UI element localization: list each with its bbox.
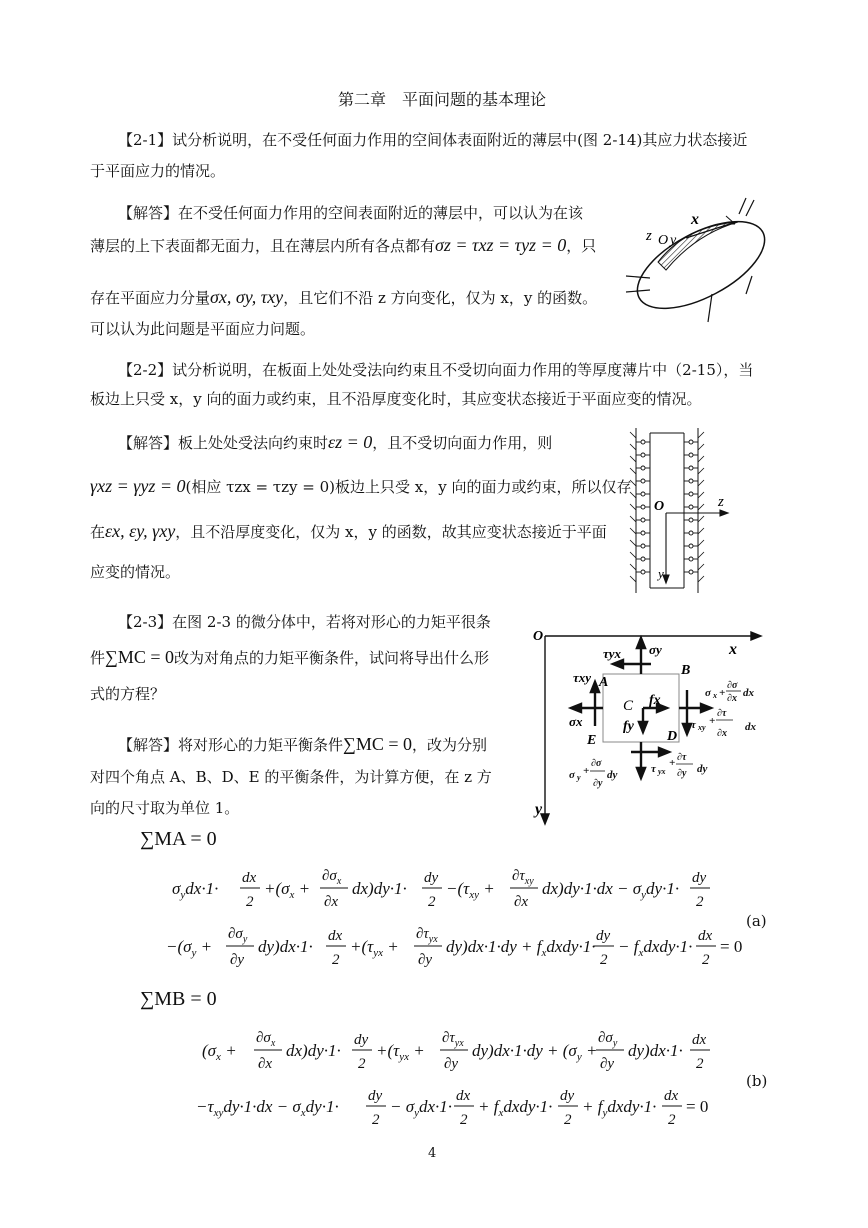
answer-2-3-end1: ，改为分别 <box>412 736 488 754</box>
fig1-label-o: O <box>658 233 669 248</box>
question-2-1-line2: 于平面应力的情况。 <box>90 162 226 180</box>
svg-text:2: 2 <box>332 952 340 968</box>
answer-2-3-line3: 向的尺寸取为单位 1。 <box>90 799 240 817</box>
svg-text:∂τxy: $\partial\tau_{xy}$ <box>512 868 534 887</box>
fig1-label-x: x <box>691 211 699 228</box>
svg-text:dx: dx <box>745 721 756 733</box>
fig3-sigma-y: σy <box>649 642 662 657</box>
svg-text:+ fxdxdy·1·: + $f_xdxdy\cdot 1\cdot$ <box>478 1097 553 1119</box>
fig3-label-y: y <box>535 801 543 818</box>
answer-2-2-line4: 应变的情况。 <box>90 563 181 581</box>
plane-stress-components: σx, σy, τxy <box>210 287 284 307</box>
svg-text:+: + <box>669 757 676 769</box>
svg-text:σ: σ <box>705 687 711 699</box>
svg-text:dx)dy·1·: dx)dy·1· <box>352 879 407 898</box>
svg-text:2: 2 <box>460 1112 468 1128</box>
svg-text:+(σx +: $+(\sigma_x$ + <box>264 879 311 901</box>
svg-text:dy: dy <box>560 1088 575 1104</box>
svg-text:∂y: ∂y <box>677 768 687 779</box>
answer-2-2-text1: 【解答】板上处处受法向约束时 <box>118 434 329 452</box>
svg-text:2: 2 <box>696 1056 704 1072</box>
svg-text:dy)dx·1·: dy)dx·1· <box>258 937 313 956</box>
answer-2-1-text3: 存在平面应力分量 <box>90 289 211 307</box>
fig3-label-d: D <box>667 729 678 744</box>
fig3-fy: fy <box>623 719 634 734</box>
svg-text:2: 2 <box>702 952 710 968</box>
svg-text:+(τyx +: $+(\tau_{yx}$ + <box>376 1041 425 1063</box>
question-2-2-line2: 板边上只受 x，y 向的面力或约束，且不沿厚度变化时，其应变状态接近于平面应变的情况。 <box>90 390 702 408</box>
answer-2-2-line3 <box>90 521 607 541</box>
answer-2-3-line1 <box>118 734 488 754</box>
fig2-label-z: z <box>718 494 724 510</box>
svg-text:= 0: = 0 <box>720 937 743 956</box>
answer-2-2-line2 <box>90 476 632 496</box>
svg-text:dx: dx <box>692 1032 707 1048</box>
svg-text:2: 2 <box>428 894 436 910</box>
shear-stress-zero-note: (相应 τzx = τzy = 0) <box>185 478 336 496</box>
svg-text:σ: σ <box>569 769 575 781</box>
question-2-3-text2: 件 <box>90 649 106 667</box>
figure-differential-element <box>533 626 773 826</box>
svg-text:+: + <box>583 765 590 777</box>
answer-2-1-text: 薄层的上下表面都无面力，且在薄层内所有各点都有 <box>90 237 436 255</box>
svg-text:∂τ: ∂τ <box>677 752 687 763</box>
svg-text:τ: τ <box>691 719 696 731</box>
shear-strain-zero: γxz = γyz = 0 <box>90 476 186 496</box>
strain-z-zero: εz = 0 <box>328 432 373 452</box>
answer-2-2-line1 <box>118 432 553 452</box>
svg-text:dy: dy <box>607 769 618 781</box>
svg-text:∂y: ∂y <box>593 778 603 789</box>
svg-text:dx: dx <box>456 1088 471 1104</box>
svg-text:dy)dx·1·: dy)dx·1· <box>628 1041 683 1060</box>
svg-text:+: + <box>709 715 716 727</box>
answer-2-3-line2: 对四个角点 A、B、D、E 的平衡条件，为计算方便，在 z 方 <box>90 768 492 786</box>
svg-text:∂x: ∂x <box>324 894 339 910</box>
svg-text:∂x: ∂x <box>514 894 529 910</box>
svg-text:∂x: ∂x <box>258 1056 273 1072</box>
fig3-label-b: B <box>681 663 691 678</box>
equation-b <box>190 1022 750 1142</box>
plane-strain-components: εx, εy, γxy <box>105 521 176 541</box>
answer-2-2-end3: ，且不沿厚度变化，仅为 x，y 的函数，故其应变状态接近于平面 <box>175 523 607 541</box>
svg-text:− fxdxdy·1·: − $f_xdxdy\cdot 1\cdot$ <box>618 937 693 959</box>
svg-text:2: 2 <box>600 952 608 968</box>
fig3-label-o: O <box>533 629 544 644</box>
svg-text:∂x: ∂x <box>717 728 727 739</box>
svg-text:∂σx: $\partial\sigma_x$ <box>322 868 342 887</box>
svg-text:dy: dy <box>697 763 708 775</box>
svg-text:∂τyx: $\partial\tau_{yx}$ <box>416 926 438 945</box>
answer-2-2-end2: 板边上只受 x，y 向的面力或约束，所以仅存 <box>335 478 632 496</box>
fig3-tau-xy: τxy <box>573 670 592 685</box>
answer-2-1-line1: 【解答】在不受任何面力作用的空间表面附近的薄层中，可以认为在该 <box>118 204 584 222</box>
moment-c-zero-2: ∑MC = 0 <box>343 734 413 754</box>
svg-text:dy: dy <box>368 1088 383 1104</box>
fig3-label-a: A <box>599 675 609 690</box>
svg-text:∂τ: ∂τ <box>717 708 727 719</box>
svg-text:yx: yx <box>658 767 666 776</box>
fig2-label-y: y <box>658 566 664 581</box>
svg-text:− σydx·1·: − $\sigma_ydx\cdot 1\cdot$ <box>390 1097 453 1119</box>
answer-2-2-end1: ，且不受切向面力作用，则 <box>372 434 553 452</box>
svg-text:+(τyx +: $+(\tau_{yx}$ + <box>350 937 399 959</box>
svg-text:dy: dy <box>424 870 439 886</box>
question-2-1-line1: 【2-1】试分析说明，在不受任何面力作用的空间体表面附近的薄层中(图 2-14)其应力状态接近 <box>118 131 748 149</box>
svg-text:2: 2 <box>668 1112 676 1128</box>
svg-text:2: 2 <box>696 894 704 910</box>
fig3-sigma-x: σx <box>569 714 583 729</box>
svg-text:∂y: ∂y <box>418 952 433 968</box>
svg-text:∂σ: ∂σ <box>591 758 602 769</box>
svg-text:∂y: ∂y <box>230 952 245 968</box>
svg-text:dx)dy·1·: dx)dy·1· <box>286 1041 341 1060</box>
svg-text:dx: dx <box>242 870 257 886</box>
svg-text:dy: dy <box>692 870 707 886</box>
answer-2-1-line3 <box>90 287 598 307</box>
question-2-2-line1: 【2-2】试分析说明，在板面上处处受法向约束且不受切向面力作用的等厚度薄片中（2-15），当 <box>118 361 754 379</box>
svg-text:dx: dx <box>698 928 713 944</box>
svg-text:σydx·1·: $\sigma_ydx\cdot 1\cdot$ <box>172 879 219 901</box>
svg-text:τ: τ <box>651 763 656 775</box>
svg-text:dy)dx·1·dy + (σy +: $dy)dx\cdot 1\cdot dy + (\sigma_y$ + <box>472 1041 598 1063</box>
svg-text:2: 2 <box>372 1112 380 1128</box>
svg-text:∂σy: $\partial\sigma_y$ <box>228 926 248 945</box>
moment-b-heading: ∑MB = 0 <box>140 988 217 1010</box>
question-2-3-end2: 改为对角点的力矩平衡条件，试问将导出什么形 <box>174 649 490 667</box>
svg-text:∂τyx: $\partial\tau_{yx}$ <box>442 1030 464 1049</box>
figure-constrained-plate <box>628 428 758 593</box>
svg-text:dy: dy <box>596 928 611 944</box>
svg-text:dy: dy <box>354 1032 369 1048</box>
svg-text:+: + <box>719 687 726 699</box>
svg-text:+ fydxdy·1·: + $f_ydxdy\cdot 1\cdot$ <box>582 1097 657 1119</box>
equation-b-tag: (b) <box>746 1072 768 1090</box>
svg-text:dx)dy·1·dx − σydy·1·: $dx)dy\cdot 1\cdot dx - \sigma_ydy\cdot 1\cdot$ <box>542 879 680 901</box>
fig3-label-c: C <box>623 698 634 714</box>
svg-text:2: 2 <box>358 1056 366 1072</box>
svg-text:xy: xy <box>698 723 706 732</box>
fig1-label-y: y <box>670 233 677 248</box>
answer-2-1-line2 <box>90 235 597 255</box>
svg-text:dx: dx <box>664 1088 679 1104</box>
fig2-label-o: O <box>654 499 665 514</box>
svg-text:dx: dx <box>743 687 754 699</box>
ellipse-body <box>624 204 778 326</box>
svg-text:x: x <box>713 691 717 700</box>
svg-text:(σx +: ($\sigma_x$ + <box>202 1041 237 1063</box>
fig1-label-z: z <box>646 228 652 244</box>
question-2-3-line1: 【2-3】在图 2-3 的微分体中，若将对形心的力矩平很条 <box>118 613 491 631</box>
equation-a <box>166 860 772 980</box>
answer-2-1-end3: ，且它们不沿 z 方向变化，仅为 x，y 的函数。 <box>283 289 598 307</box>
equation-a-tag: (a) <box>746 912 767 930</box>
fig3-label-e: E <box>587 733 597 748</box>
svg-text:∂x: ∂x <box>727 693 737 704</box>
svg-text:dy)dx·1·dy + fxdxdy·1·: $dy)dx\cdot 1\cdot dy + f_xdxdy\cdot 1\cdot$ <box>446 937 596 959</box>
answer-2-2-text3: 在 <box>90 523 106 541</box>
question-2-3-line3: 式的方程？ <box>90 685 166 703</box>
page-title: 第二章 平面问题的基本理论 <box>338 90 547 109</box>
moment-c-zero: ∑MC = 0 <box>105 647 175 667</box>
svg-text:−τxydy·1·dx − σxdy·1·: $-\tau_{xy}dy\cdot 1\cdot dx - \sigma_xdy\cdot 1\cdot$ <box>196 1097 339 1119</box>
fig3-fx: fx <box>649 693 661 708</box>
svg-text:dx: dx <box>328 928 343 944</box>
svg-text:y: y <box>577 773 581 782</box>
fig3-label-x: x <box>729 641 737 658</box>
svg-text:2: 2 <box>564 1112 572 1128</box>
svg-text:∂σx: $\partial\sigma_x$ <box>256 1030 276 1049</box>
svg-text:∂σy: $\partial\sigma_y$ <box>598 1030 618 1049</box>
svg-text:∂y: ∂y <box>600 1056 615 1072</box>
answer-2-1-end: ，只 <box>566 237 597 255</box>
svg-text:= 0: = 0 <box>686 1097 709 1116</box>
svg-text:2: 2 <box>246 894 254 910</box>
figure-thin-layer <box>626 198 776 323</box>
svg-text:−(σy +: $-(\sigma_y$ + <box>166 937 213 959</box>
moment-a-heading: ∑MA = 0 <box>140 828 217 850</box>
question-2-3-line2 <box>90 647 490 667</box>
page-number: 4 <box>428 1146 437 1161</box>
answer-2-3-text1: 【解答】将对形心的力矩平衡条件 <box>118 736 344 754</box>
svg-text:∂σ: ∂σ <box>727 680 738 691</box>
stress-zero-equation: σz = τxz = τyz = 0 <box>435 235 567 255</box>
svg-text:∂y: ∂y <box>444 1056 459 1072</box>
answer-2-1-line4: 可以认为此问题是平面应力问题。 <box>90 320 316 338</box>
svg-text:−(τxy +: $-(\tau_{xy}$ + <box>446 879 495 901</box>
fig3-tau-yx: τyx <box>603 646 622 661</box>
